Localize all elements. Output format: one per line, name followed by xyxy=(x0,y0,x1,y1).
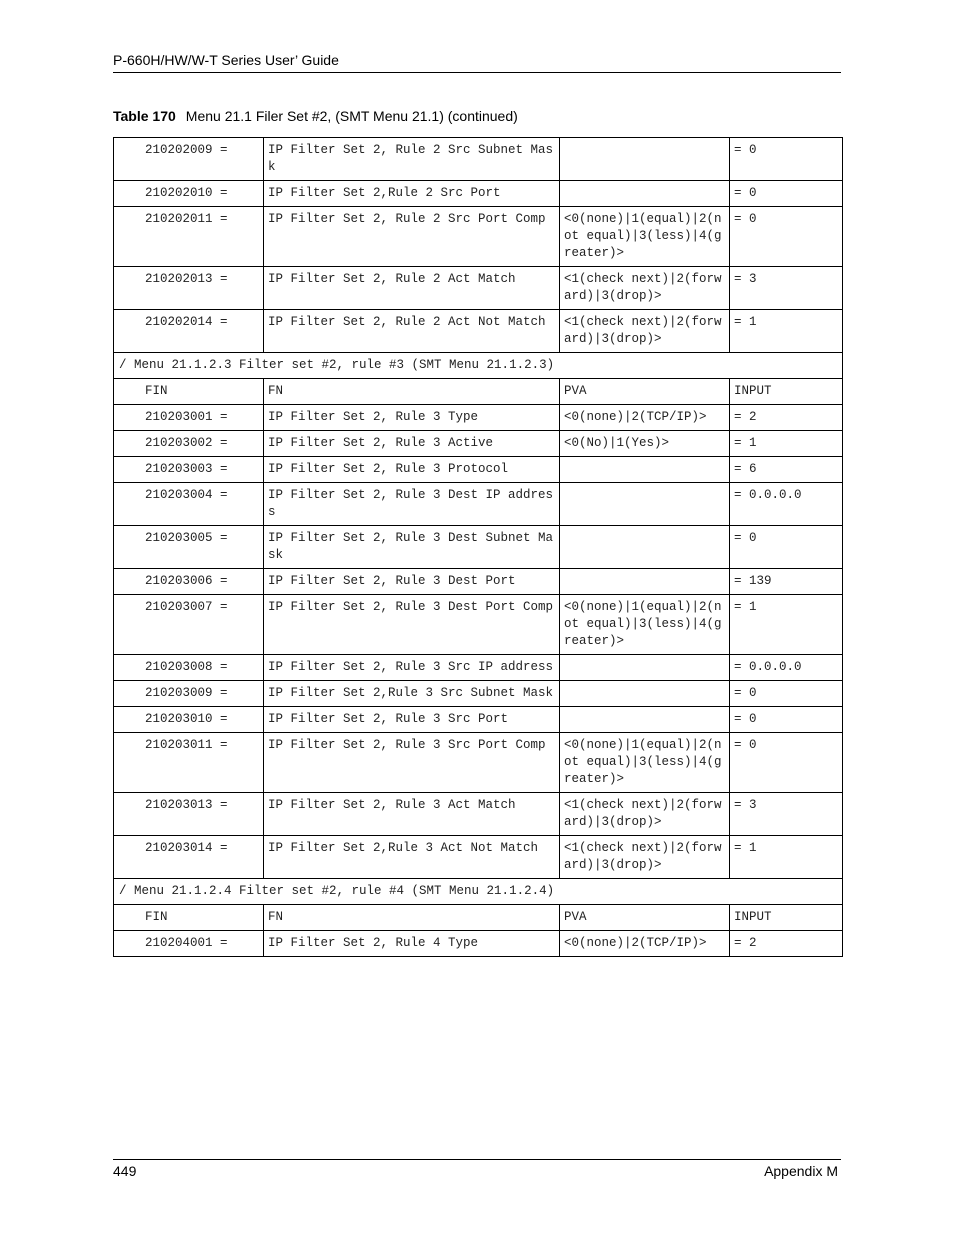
cell-fin: 210203014 = xyxy=(114,836,264,879)
cell-input: = 0 xyxy=(730,733,843,793)
cell-input: = 0 xyxy=(730,681,843,707)
table-row xyxy=(114,655,843,681)
cell-input: = 0 xyxy=(730,181,843,207)
cell-input: = 1 xyxy=(730,836,843,879)
cell-input: = 0.0.0.0 xyxy=(730,655,843,681)
table-row xyxy=(114,905,843,931)
cell-fn: IP Filter Set 2, Rule 3 Dest IP address xyxy=(264,483,560,526)
cell-fn: IP Filter Set 2,Rule 3 Src Subnet Mask xyxy=(264,681,560,707)
cell-input: = 0 xyxy=(730,707,843,733)
section-heading: / Menu 21.1.2.4 Filter set #2, rule #4 (SMT Menu 21.1.2.4) xyxy=(114,879,843,905)
cell-pva: <1(check next)|2(forward)|3(drop)> xyxy=(560,793,730,836)
table-caption xyxy=(113,108,518,124)
cell-pva xyxy=(560,526,730,569)
cell-pva: <0(none)|2(TCP/IP)> xyxy=(560,405,730,431)
cell-pva: PVA xyxy=(560,379,730,405)
cell-pva xyxy=(560,681,730,707)
cell-pva: <0(none)|1(equal)|2(not equal)|3(less)|4(greater)> xyxy=(560,595,730,655)
cell-pva: <0(none)|2(TCP/IP)> xyxy=(560,931,730,957)
cell-input: = 0 xyxy=(730,138,843,181)
cell-fin: 210202009 = xyxy=(114,138,264,181)
table-row xyxy=(114,405,843,431)
cell-pva: <0(none)|1(equal)|2(not equal)|3(less)|4(greater)> xyxy=(560,207,730,267)
cell-fin: 210203009 = xyxy=(114,681,264,707)
cell-input: = 1 xyxy=(730,431,843,457)
cell-fin: 210203003 = xyxy=(114,457,264,483)
cell-fin: 210203013 = xyxy=(114,793,264,836)
table-row xyxy=(114,483,843,526)
cell-fin: 210203004 = xyxy=(114,483,264,526)
cell-pva: <1(check next)|2(forward)|3(drop)> xyxy=(560,310,730,353)
cell-fn: FN xyxy=(264,379,560,405)
cell-fin: 210203001 = xyxy=(114,405,264,431)
cell-pva xyxy=(560,457,730,483)
cell-pva xyxy=(560,655,730,681)
cell-input: = 1 xyxy=(730,310,843,353)
table-row xyxy=(114,681,843,707)
cell-fn: IP Filter Set 2,Rule 3 Act Not Match xyxy=(264,836,560,879)
cell-input: = 6 xyxy=(730,457,843,483)
cell-fin: 210204001 = xyxy=(114,931,264,957)
cell-pva: <1(check next)|2(forward)|3(drop)> xyxy=(560,267,730,310)
cell-input: = 0.0.0.0 xyxy=(730,483,843,526)
table-row xyxy=(114,379,843,405)
cell-pva xyxy=(560,707,730,733)
cell-fn: IP Filter Set 2, Rule 2 Act Match xyxy=(264,267,560,310)
cell-fin: 210203002 = xyxy=(114,431,264,457)
table-row xyxy=(114,793,843,836)
cell-fin: 210203005 = xyxy=(114,526,264,569)
cell-input: = 1 xyxy=(730,595,843,655)
table-row xyxy=(114,707,843,733)
cell-pva: <0(none)|1(equal)|2(not equal)|3(less)|4(greater)> xyxy=(560,733,730,793)
table-row xyxy=(114,733,843,793)
cell-fin: 210202011 = xyxy=(114,207,264,267)
cell-fn: IP Filter Set 2,Rule 2 Src Port xyxy=(264,181,560,207)
cell-fin: 210203007 = xyxy=(114,595,264,655)
table-row xyxy=(114,836,843,879)
cell-input: = 139 xyxy=(730,569,843,595)
cell-fn: IP Filter Set 2, Rule 2 Act Not Match xyxy=(264,310,560,353)
cell-fin: 210202013 = xyxy=(114,267,264,310)
cell-pva: <1(check next)|2(forward)|3(drop)> xyxy=(560,836,730,879)
cell-pva xyxy=(560,181,730,207)
table-row xyxy=(114,181,843,207)
table-row xyxy=(114,310,843,353)
footer-divider xyxy=(113,1159,841,1160)
cell-fn: IP Filter Set 2, Rule 3 Src Port Comp xyxy=(264,733,560,793)
cell-input: INPUT xyxy=(730,379,843,405)
cell-input: = 0 xyxy=(730,526,843,569)
cell-fn: IP Filter Set 2, Rule 2 Src Port Comp xyxy=(264,207,560,267)
table-row xyxy=(114,207,843,267)
cell-fin: 210203008 = xyxy=(114,655,264,681)
cell-input: = 2 xyxy=(730,931,843,957)
cell-fn: IP Filter Set 2, Rule 3 Src IP address xyxy=(264,655,560,681)
cell-fin: 210202010 = xyxy=(114,181,264,207)
filter-set-table xyxy=(113,137,843,957)
cell-input: = 2 xyxy=(730,405,843,431)
section-heading: / Menu 21.1.2.3 Filter set #2, rule #3 (SMT Menu 21.1.2.3) xyxy=(114,353,843,379)
cell-pva xyxy=(560,138,730,181)
cell-fin: 210203010 = xyxy=(114,707,264,733)
table-row xyxy=(114,431,843,457)
cell-fn: IP Filter Set 2, Rule 3 Dest Port xyxy=(264,569,560,595)
section-row xyxy=(114,353,843,379)
table-row xyxy=(114,526,843,569)
table-number: Table 170 xyxy=(113,108,176,124)
cell-fn: IP Filter Set 2, Rule 2 Src Subnet Mask xyxy=(264,138,560,181)
cell-input: = 3 xyxy=(730,793,843,836)
section-row xyxy=(114,879,843,905)
cell-pva: PVA xyxy=(560,905,730,931)
cell-pva: <0(No)|1(Yes)> xyxy=(560,431,730,457)
page-number: 449 xyxy=(113,1163,137,1179)
table-row xyxy=(114,595,843,655)
cell-fn: IP Filter Set 2, Rule 3 Src Port xyxy=(264,707,560,733)
table-body xyxy=(114,138,843,957)
cell-pva xyxy=(560,569,730,595)
cell-pva xyxy=(560,483,730,526)
table-row xyxy=(114,569,843,595)
cell-fn: IP Filter Set 2, Rule 3 Dest Subnet Mask xyxy=(264,526,560,569)
table-row xyxy=(114,267,843,310)
table-row xyxy=(114,457,843,483)
footer-section: Appendix M xyxy=(764,1163,838,1179)
table-title: Menu 21.1 Filer Set #2, (SMT Menu 21.1) (continued) xyxy=(185,108,518,124)
cell-fin: 210203006 = xyxy=(114,569,264,595)
cell-input: = 3 xyxy=(730,267,843,310)
cell-fn: IP Filter Set 2, Rule 3 Dest Port Comp xyxy=(264,595,560,655)
cell-fin: FIN xyxy=(114,379,264,405)
table-row xyxy=(114,138,843,181)
table-row xyxy=(114,931,843,957)
cell-input: = 0 xyxy=(730,207,843,267)
cell-fn: FN xyxy=(264,905,560,931)
cell-fn: IP Filter Set 2, Rule 3 Act Match xyxy=(264,793,560,836)
cell-fn: IP Filter Set 2, Rule 3 Protocol xyxy=(264,457,560,483)
cell-fn: IP Filter Set 2, Rule 3 Type xyxy=(264,405,560,431)
cell-fn: IP Filter Set 2, Rule 3 Active xyxy=(264,431,560,457)
header-divider xyxy=(113,72,841,73)
cell-fn: IP Filter Set 2, Rule 4 Type xyxy=(264,931,560,957)
running-header-title: P-660H/HW/W-T Series User’ Guide xyxy=(113,52,339,68)
cell-fin: FIN xyxy=(114,905,264,931)
cell-input: INPUT xyxy=(730,905,843,931)
cell-fin: 210203011 = xyxy=(114,733,264,793)
cell-fin: 210202014 = xyxy=(114,310,264,353)
